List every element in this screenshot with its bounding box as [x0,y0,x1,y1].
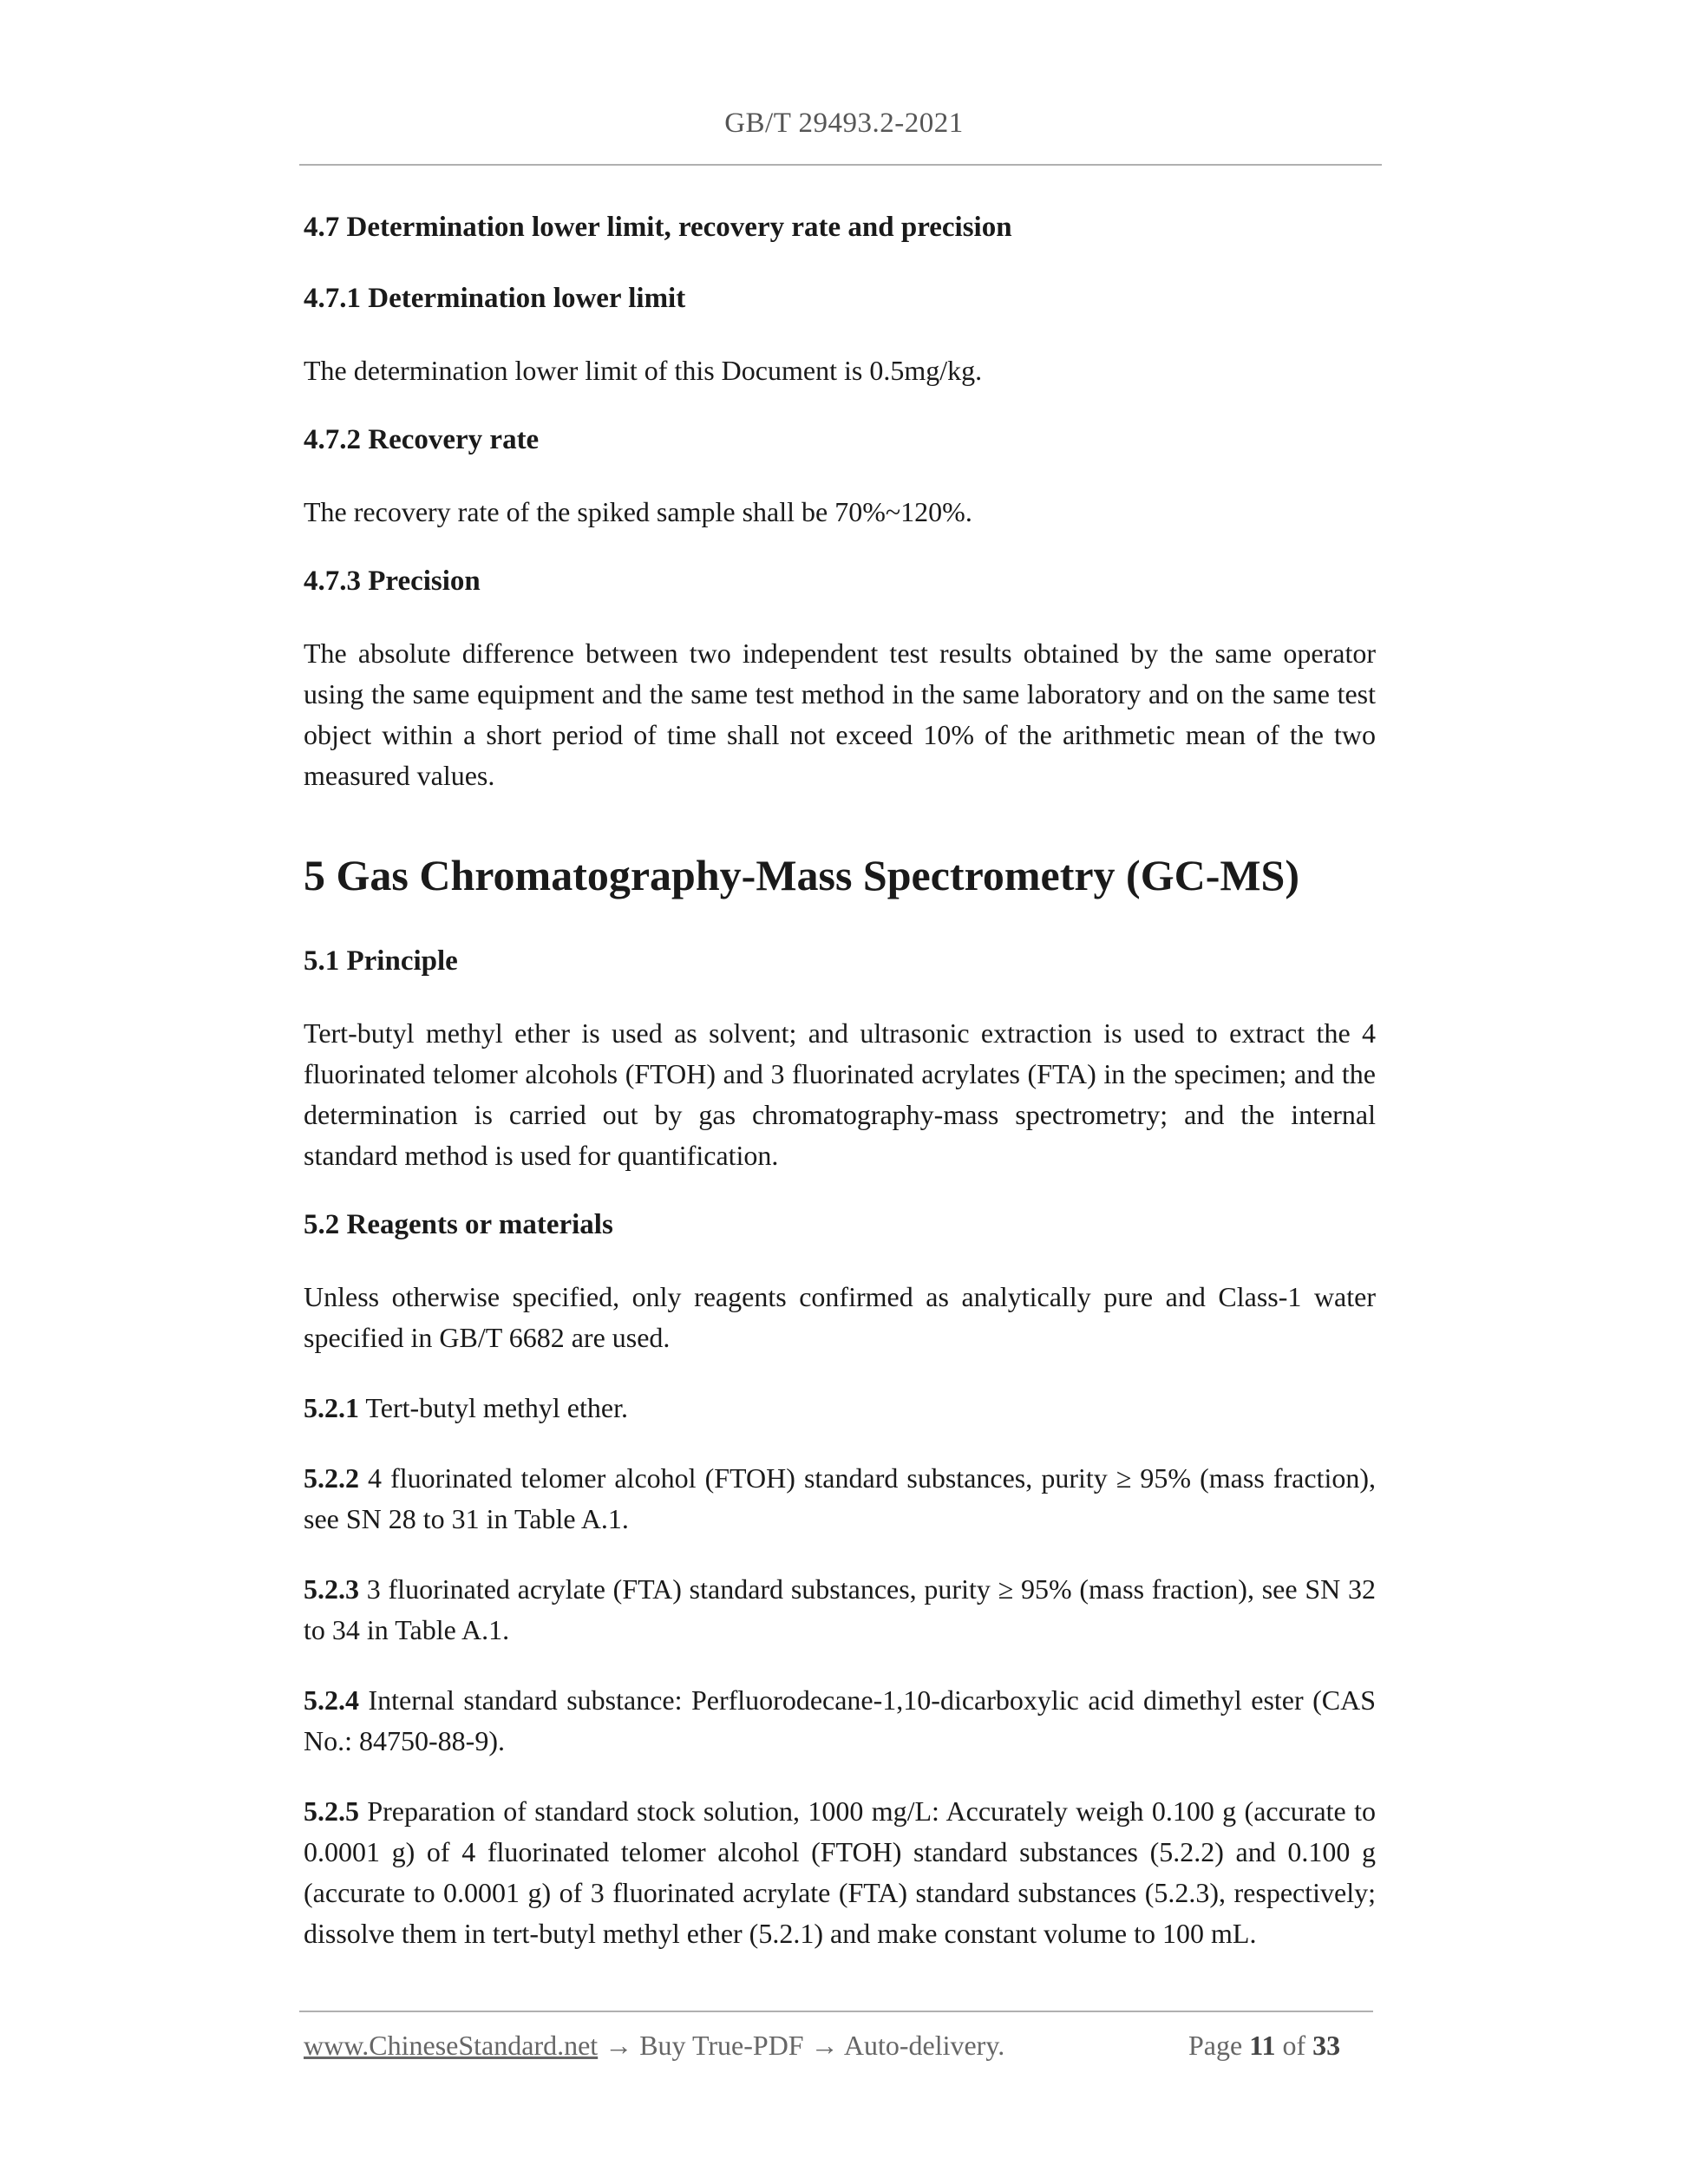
page-label: Page [1188,2030,1243,2061]
item-number: 5.2.4 [304,1684,359,1716]
item-text: 3 fluorinated acrylate (FTA) standard substances, purity ≥ 95% (mass fraction), see SN 32 to 34 in Table A.1. [304,1573,1376,1645]
heading-5-2: 5.2 Reagents or materials [304,1209,613,1240]
of-label: of [1282,2030,1306,2061]
page-content [304,208,1376,1954]
heading-4-7-3: 4.7.3 Precision [304,566,481,597]
heading-4-7-2: 4.7.2 Recovery rate [304,424,540,455]
paragraph-4-7-3: The absolute difference between two independent test results obtained by the same operator using the same equipment and the same test method in the same laboratory and on the same test object within a short period of time shall not exceed 10% of the arithmetic mean of the two measured values. [304,638,1376,791]
heading-4-7-1: 4.7.1 Determination lower limit [304,283,686,314]
paragraph-4-7-2: The recovery rate of the spiked sample shall be 70%~120%. [304,496,972,527]
item-number: 5.2.1 [304,1392,359,1423]
item-5-2-2 [304,1458,1376,1540]
item-number: 5.2.2 [304,1462,359,1494]
heading-5-1: 5.1 Principle [304,945,458,977]
heading-4-7: 4.7 Determination lower limit, recovery rate and precision [304,212,1012,243]
item-text: Tert-butyl methyl ether. [359,1392,628,1423]
footer-promo [304,2030,1004,2062]
page-total: 33 [1312,2030,1341,2061]
page-number [1188,2030,1340,2062]
item-text: 4 fluorinated telomer alcohol (FTOH) standard substances, purity ≥ 95% (mass fraction), see SN 28 to 31 in Table A.1. [304,1462,1376,1534]
paragraph-5-1: Tert-butyl methyl ether is used as solvent; and ultrasonic extraction is used to extract the 4 fluorinated telomer alcohols (FTOH) and 3 fluorinated acrylates (FTA) in the specimen; and the determination is carried out by gas chromatography-mass spectrometry; and the internal standard method is used for quantification. [304,1017,1376,1171]
item-5-2-5 [304,1791,1376,1954]
paragraph-4-7-1: The determination lower limit of this Document is 0.5mg/kg. [304,355,983,386]
item-number: 5.2.5 [304,1795,359,1827]
item-5-2-4 [304,1680,1376,1762]
promo-text: → Buy True-PDF → Auto-delivery. [598,2030,1005,2061]
footer-divider [299,2011,1373,2012]
site-link[interactable]: www.ChineseStandard.net [304,2030,599,2061]
heading-5: 5 Gas Chromatography-Mass Spectrometry (GC-MS) [304,851,1299,899]
header-divider [299,164,1382,166]
item-number: 5.2.3 [304,1573,359,1605]
running-header: GB/T 29493.2-2021 [724,108,964,139]
item-text: Preparation of standard stock solution, 1000 mg/L: Accurately weigh 0.100 g (accurate to 0.0001 g) of 4 fluorinated telomer alcohol (FTOH) standard substances (5.2.2) and 0.100 g (accurate to 0.0001 g) of 3 fluorinated acrylate (FTA) standard substances (5.2.3), respectively; dissolve them in tert-butyl methyl ether (5.2.1) and make constant volume to 100 mL. [304,1795,1376,1949]
paragraph-5-2: Unless otherwise specified, only reagents confirmed as analytically pure and Class-1 water specified in GB/T 6682 are used. [304,1281,1376,1353]
item-text: Internal standard substance: Perfluorodecane-1,10-dicarboxylic acid dimethyl ester (CAS No.: 84750-88-9). [304,1684,1376,1756]
page-current: 11 [1249,2030,1276,2061]
item-5-2-3 [304,1569,1376,1651]
item-5-2-1 [304,1388,1376,1429]
